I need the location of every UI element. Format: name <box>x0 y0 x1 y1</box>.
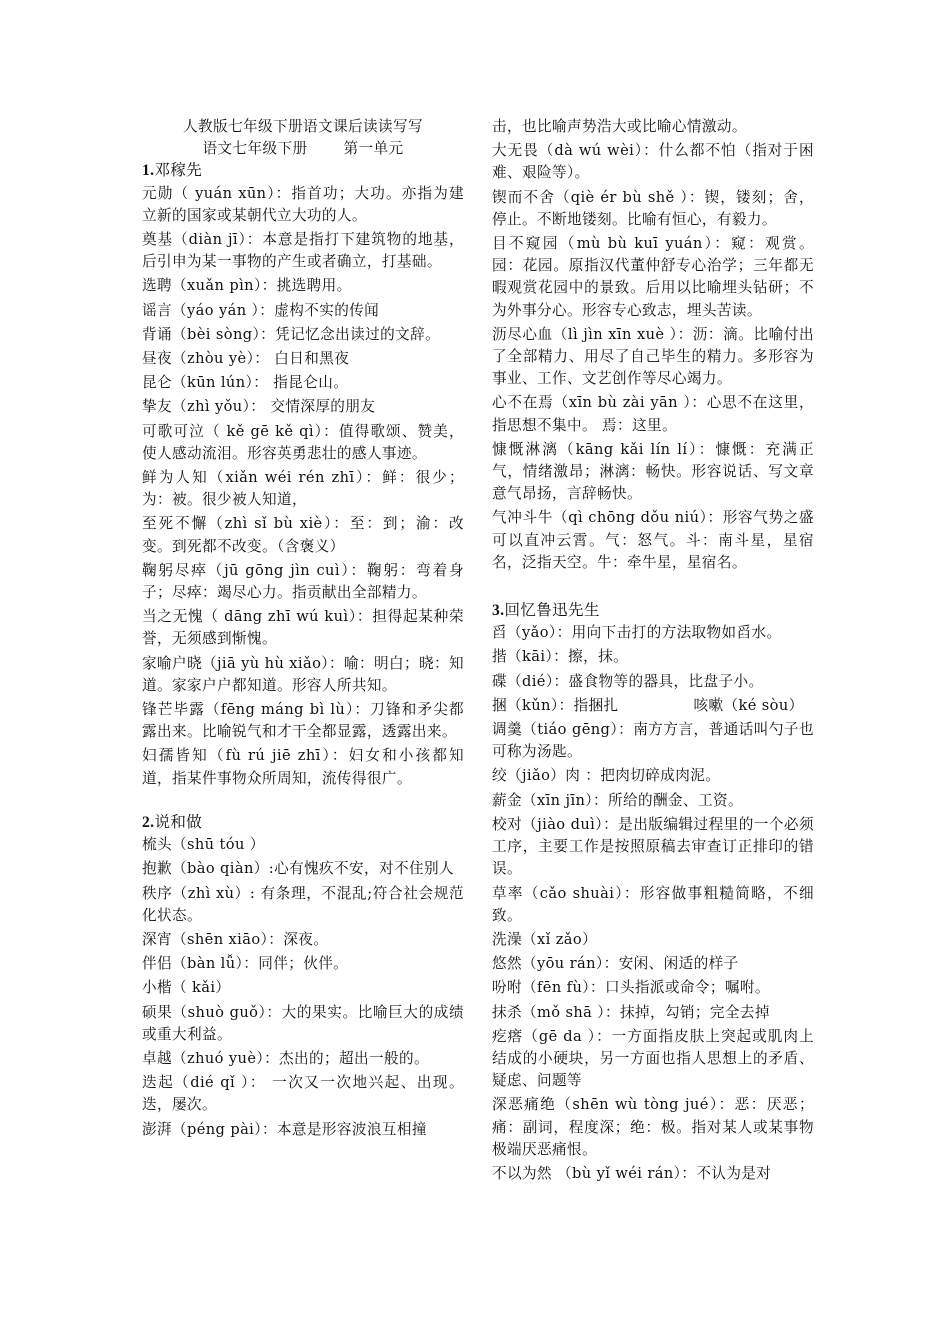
vocab-entry: 谣言（yáo yán ）：虚构不实的传闻 <box>142 301 380 319</box>
vocab-entry: 大无畏（dà wú wèi）：什么都不怕（指对于困难、艰险等）。 <box>492 142 814 182</box>
vocab-entry: 妇孺皆知（fù rú jiē zhī）：妇女和小孩都知道，指某件事物众所周知，流传得很广。 <box>142 747 464 787</box>
vocab-entry: 抱歉（bào qiàn）:心有愧疚不安，对不住别人 <box>142 860 454 878</box>
vocab-entry: 深恶痛绝（shēn wù tòng jué）：恶：厌恶；痛：副词，程度深；绝：极。指对某人或某事物极端厌恶痛恨。 <box>492 1096 814 1158</box>
vocab-entry: 挚友（zhì yǒu）： 交情深厚的朋友 <box>142 398 376 416</box>
vocab-entry: 锲而不舍（qiè ér bù shě ）：锲，镂刻；舍，停止。不断地镂刻。比喻有恒心，有毅力。 <box>492 188 814 228</box>
vocab-entry: 卓越（zhuó yuè）：杰出的；超出一般的。 <box>142 1049 429 1067</box>
vocab-entry: 吩咐（fēn fù）：口头指派或命令；嘱咐。 <box>492 979 770 997</box>
vocab-entry: 校对（jiào duì）：是出版编辑过程里的一个必须工序，主要工作是按照原稿去审查订正排印的错误。 <box>492 815 814 878</box>
vocab-entry: 气冲斗牛（qì chōng dǒu niú）：形容气势之盛可以直冲云霄。气：怒气。斗：南斗星，星宿名，泛指天空。牛：牵牛星，星宿名。 <box>492 509 814 571</box>
vocab-entry: 奠基（diàn jī）：本意是指打下建筑物的地基，后引申为某一事物的产生或者确立，打基础。 <box>142 231 464 271</box>
vocab-entry: 当之无愧（ dāng zhī wú kuì）：担得起某种荣誉，无须感到惭愧。 <box>142 608 464 648</box>
vocab-entry: 鞠躬尽瘁（jū gōng jìn cuì）：鞠躬：弯着身子；尽瘁：竭尽心力。指贡献出全部精力。 <box>142 561 464 602</box>
vocab-entry: 选聘（xuǎn pìn）：挑选聘用。 <box>142 277 352 295</box>
vocab-entry: 锋芒毕露（fēng máng bì lù）：刀锋和矛尖都露出来。比喻锐气和才干全都显露，透露出来。 <box>142 701 464 741</box>
section-heading-2: 2.说和做 <box>142 813 203 831</box>
subtitle-book: 语文七年级下册 <box>202 140 308 158</box>
vocab-entry: 小楷（ kǎi） <box>142 979 231 997</box>
vocab-entry: 绞（jiǎo）肉 ：把肉切碎成肉泥。 <box>492 767 721 785</box>
section-heading-1: 1.邓稼先 <box>142 162 203 180</box>
vocab-entry: 薪金（xīn jīn）：所给的酬金、工资。 <box>492 791 743 809</box>
vocab-entry: 迭起（dié qǐ ）： 一次又一次地兴起、出现。迭，屡次。 <box>142 1074 464 1114</box>
vocab-entry: 悠然（yōu rán）：安闲、闲适的样子 <box>492 955 739 973</box>
vocab-entry: 调羹（tiáo gēng）：南方方言，普通话叫勺子也可称为汤匙。 <box>492 721 814 761</box>
vocab-entry: 不以为然 （bù yǐ wéi rán）：不认为是对 <box>492 1164 772 1182</box>
vocab-entry: 揩（kāi）：擦，抹。 <box>492 648 629 666</box>
vocab-entry: 击，也比喻声势浩大或比喻心情激动。 <box>492 118 747 135</box>
vocab-entry: 沥尽心血（lì jìn xīn xuè ）：沥：滴。比喻付出了全部精力、用尽了自己毕生的精力。多形容为事业、工作、文艺创作等尽心竭力。 <box>492 325 814 388</box>
vocab-entry: 可歌可泣（ kě gē kě qì）：值得歌颂、赞美，使人感动流泪。形容英勇悲壮的感人事迹。 <box>142 422 464 462</box>
vocab-entry: 硕果（shuò guǒ）：大的果实。比喻巨大的成绩或重大利益。 <box>142 1003 464 1043</box>
left-column <box>142 116 464 1143</box>
vocab-entry: 慷慨淋漓（kāng kǎi lín lí）：慷慨：充满正气，情绪激昂；淋漓：畅快。形容说话、写文章意气昂扬，言辞畅快。 <box>492 440 814 503</box>
doc-subtitle <box>142 138 464 160</box>
doc-title: 人教版七年级下册语文课后读读写写 <box>183 118 423 135</box>
right-column <box>492 116 814 1187</box>
vocab-entry: 舀（yǎo）：用向下击打的方法取物如舀水。 <box>492 624 782 642</box>
vocab-entry: 秩序（zhì xù）: 有条理，不混乱;符合社会规范化状态。 <box>142 884 464 924</box>
vocab-entry: 草率（cǎo shuài）：形容做事粗糙简略，不细致。 <box>492 884 814 924</box>
vocab-entry: 元勋（ yuán xūn）：指首功；大功。亦指为建立新的国家或某朝代立大功的人。 <box>142 184 464 224</box>
vocab-entry: 澎湃（péng pài）：本意是形容波浪互相撞 <box>142 1120 427 1138</box>
vocab-entry: 家喻户晓（jiā yù hù xiǎo）：喻：明白；晓：知道。家家户户都知道。形容人所共知。 <box>142 654 464 694</box>
vocab-entry: 深宵（shēn xiāo）：深夜。 <box>142 930 329 948</box>
subtitle-unit: 第一单元 <box>343 140 404 158</box>
vocab-entry: 梳头（shū tóu ） <box>142 836 265 854</box>
vocab-entry: 疙瘩（gē da ）：一方面指皮肤上突起或肌肉上结成的小硬块，另一方面也指人思想上的矛盾、疑虑、问题等 <box>492 1027 814 1090</box>
vocab-entry: 昼夜（zhòu yè）： 白日和黑夜 <box>142 350 350 368</box>
vocab-entry: 洗澡（xǐ zǎo） <box>492 930 598 948</box>
vocab-entry: 碟（dié）：盛食物等的器具，比盘子小。 <box>492 672 764 690</box>
vocab-entry: 鲜为人知（xiǎn wéi rén zhī）：鲜：很少；为：被。很少被人知道， <box>142 469 464 509</box>
vocab-entry: 至死不懈（zhì sǐ bù xiè）：至：到；渝：改变。到死都不改变。（含褒义） <box>142 515 464 555</box>
vocab-entry: 伴侣（bàn lǚ）：同伴；伙伴。 <box>142 955 349 973</box>
vocab-entry: 捆（kǔn）：指捆扎 咳嗽（ké sòu） <box>492 696 804 714</box>
section-heading-3: 3.回忆鲁迅先生 <box>492 602 600 620</box>
vocab-entry: 背诵（bèi sòng）：凭记忆念出读过的文辞。 <box>142 325 441 343</box>
vocab-entry: 心不在焉（xīn bù zài yān ）：心思不在这里，指思想不集中。 焉：这里。 <box>492 394 814 434</box>
vocab-entry: 抹杀（mǒ shā ）：抹掉，勾销；完全去掉 <box>492 1003 770 1021</box>
vocab-entry: 昆仑（kūn lún）： 指昆仑山。 <box>142 374 349 392</box>
vocab-entry: 目不窥园（mù bù kuī yuán）：窥：观赏。园：花园。原指汉代董仲舒专心治学；三年都无暇观赏花园中的景致。后用以比喻埋头钻研；不为外事分心。形容专心致志，埋头苦读。 <box>492 235 814 319</box>
